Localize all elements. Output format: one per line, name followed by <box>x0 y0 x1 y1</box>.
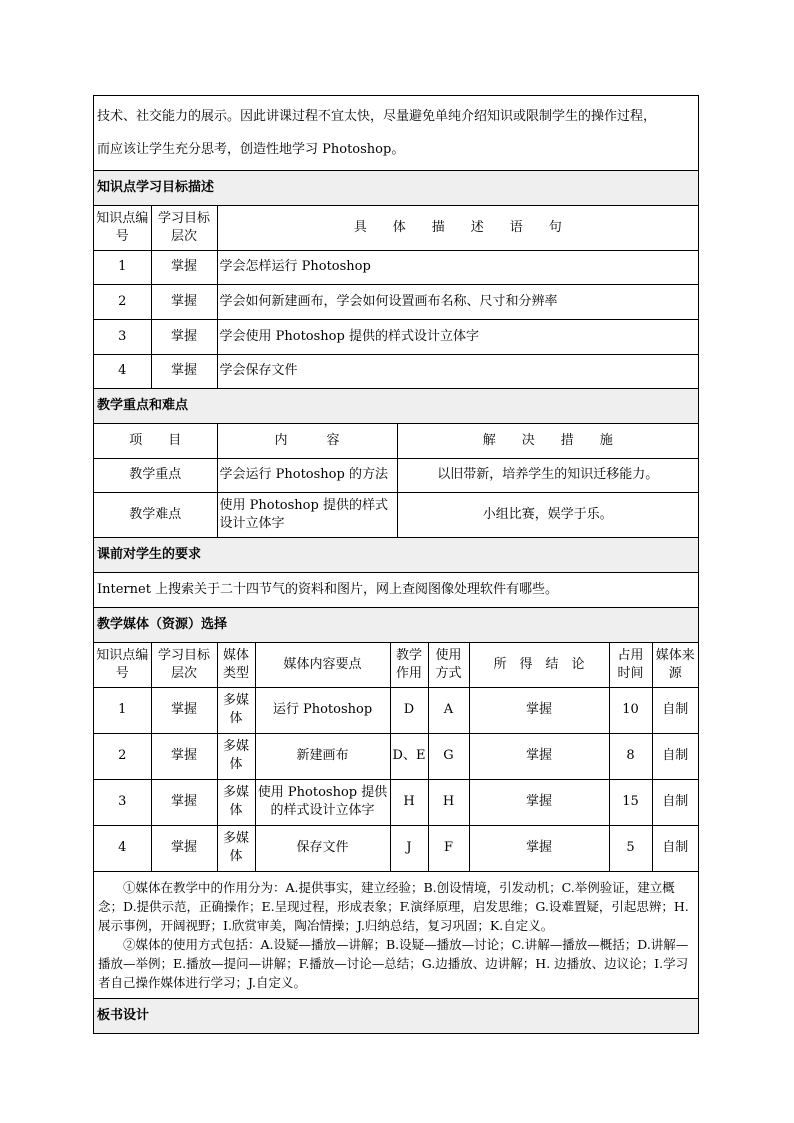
intro-line-2: 而应该让学生充分思考，创造性地学习 Photoshop。 <box>97 142 405 157</box>
objective-no: 2 <box>94 284 151 319</box>
media-note-usage: ②媒体的使用方式包括：A.设疑—播放—讲解；B.设疑—播放—讨论；C.讲解—播放—概括；D.讲解—播放—举例；E.播放—提问—讲解；F.播放—讨论—总结；G.边播放、边讲解；H. 边播放、边议论；I.学习者自己操作媒体进行学习；J.自定义。 <box>98 937 689 990</box>
objective-no: 3 <box>94 319 151 354</box>
objective-desc: 学会保存文件 <box>217 354 698 388</box>
objective-level: 掌握 <box>151 319 217 354</box>
media-conclusion: 掌握 <box>469 825 609 871</box>
keypoint-measure: 小组比赛，娱学于乐。 <box>397 492 698 537</box>
table-row <box>94 354 698 388</box>
media-role: D <box>390 687 428 733</box>
media-type: 多媒体 <box>217 779 255 825</box>
header-target-level: 学习目标层次 <box>151 643 217 687</box>
header-source: 媒体来源 <box>652 643 698 687</box>
media-section-title: 教学媒体（资源）选择 <box>94 608 698 643</box>
media-no: 3 <box>94 779 151 825</box>
keypoints-table-wrapper <box>94 424 698 538</box>
header-time: 占用时间 <box>609 643 652 687</box>
header-target-level: 学习目标层次 <box>151 206 217 250</box>
media-conclusion: 掌握 <box>469 733 609 779</box>
media-time: 15 <box>609 779 652 825</box>
board-section-title: 板书设计 <box>94 999 698 1033</box>
media-level: 掌握 <box>151 733 217 779</box>
keypoint-item: 教学难点 <box>94 492 217 537</box>
table-row <box>94 733 698 779</box>
media-header-row <box>94 643 698 687</box>
media-usage: G <box>428 733 469 779</box>
media-table <box>94 643 698 871</box>
objectives-section-title: 知识点学习目标描述 <box>94 171 698 206</box>
media-role: D、E <box>390 733 428 779</box>
media-type: 多媒体 <box>217 687 255 733</box>
table-row <box>94 779 698 825</box>
media-conclusion: 掌握 <box>469 687 609 733</box>
media-level: 掌握 <box>151 825 217 871</box>
header-knowledge-no: 知识点编 号 <box>94 206 151 250</box>
keypoints-header-row <box>94 424 698 458</box>
objective-level: 掌握 <box>151 284 217 319</box>
requirements-section-title: 课前对学生的要求 <box>94 538 698 573</box>
header-item: 项 目 <box>94 424 217 458</box>
keypoints-table <box>94 424 698 537</box>
table-row <box>94 492 698 537</box>
objective-no: 4 <box>94 354 151 388</box>
objectives-table <box>94 206 698 388</box>
header-description: 具 体 描 述 语 句 <box>217 206 698 250</box>
header-content: 内 容 <box>217 424 397 458</box>
objective-desc: 学会使用 Photoshop 提供的样式设计立体字 <box>217 319 698 354</box>
objectives-table-wrapper <box>94 206 698 389</box>
media-type: 多媒体 <box>217 733 255 779</box>
table-row <box>94 458 698 492</box>
objective-level: 掌握 <box>151 250 217 284</box>
header-conclusion: 所 得 结 论 <box>469 643 609 687</box>
media-level: 掌握 <box>151 687 217 733</box>
media-notes <box>94 872 698 999</box>
media-content: 运行 Photoshop <box>255 687 390 733</box>
objective-desc: 学会怎样运行 Photoshop <box>217 250 698 284</box>
keypoint-content: 学会运行 Photoshop 的方法 <box>217 458 397 492</box>
requirements-text: Internet 上搜索关于二十四节气的资料和图片，网上查阅图像处理软件有哪些。 <box>94 573 698 608</box>
media-content: 使用 Photoshop 提供的样式设计立体字 <box>255 779 390 825</box>
media-time: 5 <box>609 825 652 871</box>
media-source: 自制 <box>652 687 698 733</box>
table-row <box>94 250 698 284</box>
keypoints-section-title: 教学重点和难点 <box>94 389 698 424</box>
table-row <box>94 687 698 733</box>
media-usage: F <box>428 825 469 871</box>
media-content: 新建画布 <box>255 733 390 779</box>
media-content: 保存文件 <box>255 825 390 871</box>
header-usage: 使用方式 <box>428 643 469 687</box>
media-no: 1 <box>94 687 151 733</box>
table-row <box>94 284 698 319</box>
header-knowledge-no: 知识点编 号 <box>94 643 151 687</box>
media-role: H <box>390 779 428 825</box>
header-teaching-role: 教学作用 <box>390 643 428 687</box>
media-no: 2 <box>94 733 151 779</box>
media-conclusion: 掌握 <box>469 779 609 825</box>
header-media-content: 媒体内容要点 <box>255 643 390 687</box>
media-type: 多媒体 <box>217 825 255 871</box>
media-no: 4 <box>94 825 151 871</box>
media-source: 自制 <box>652 733 698 779</box>
table-row <box>94 825 698 871</box>
header-measure: 解 决 措 施 <box>397 424 698 458</box>
lesson-plan-sheet <box>93 95 699 1034</box>
media-source: 自制 <box>652 825 698 871</box>
media-time: 8 <box>609 733 652 779</box>
objectives-header-row <box>94 206 698 250</box>
media-role: J <box>390 825 428 871</box>
keypoint-measure: 以旧带新，培养学生的知识迁移能力。 <box>397 458 698 492</box>
media-usage: H <box>428 779 469 825</box>
objective-desc: 学会如何新建画布，学会如何设置画布名称、尺寸和分辨率 <box>217 284 698 319</box>
intro-line-1: 技术、社交能力的展示。因此讲课过程不宜太快，尽量避免单纯介绍知识或限制学生的操作过程， <box>97 109 657 124</box>
intro-paragraph <box>94 96 698 171</box>
media-level: 掌握 <box>151 779 217 825</box>
media-time: 10 <box>609 687 652 733</box>
media-note-roles: ①媒体在教学中的作用分为：A.提供事实，建立经验；B.创设情境，引发动机；C.举例验证，建立概念；D.提供示范，正确操作；E.呈现过程，形成表象；F.演绎原理，启发思维；G.设难置疑，引起思辨；H.展示事例，开阔视野；I.欣赏审美，陶冶情操；J.归纳总结，复习巩固；K.自定义。 <box>98 880 689 933</box>
media-table-wrapper <box>94 643 698 872</box>
objective-no: 1 <box>94 250 151 284</box>
header-media-type: 媒体类型 <box>217 643 255 687</box>
media-usage: A <box>428 687 469 733</box>
table-row <box>94 319 698 354</box>
keypoint-content: 使用 Photoshop 提供的样式设计立体字 <box>217 492 397 537</box>
keypoint-item: 教学重点 <box>94 458 217 492</box>
media-source: 自制 <box>652 779 698 825</box>
objective-level: 掌握 <box>151 354 217 388</box>
